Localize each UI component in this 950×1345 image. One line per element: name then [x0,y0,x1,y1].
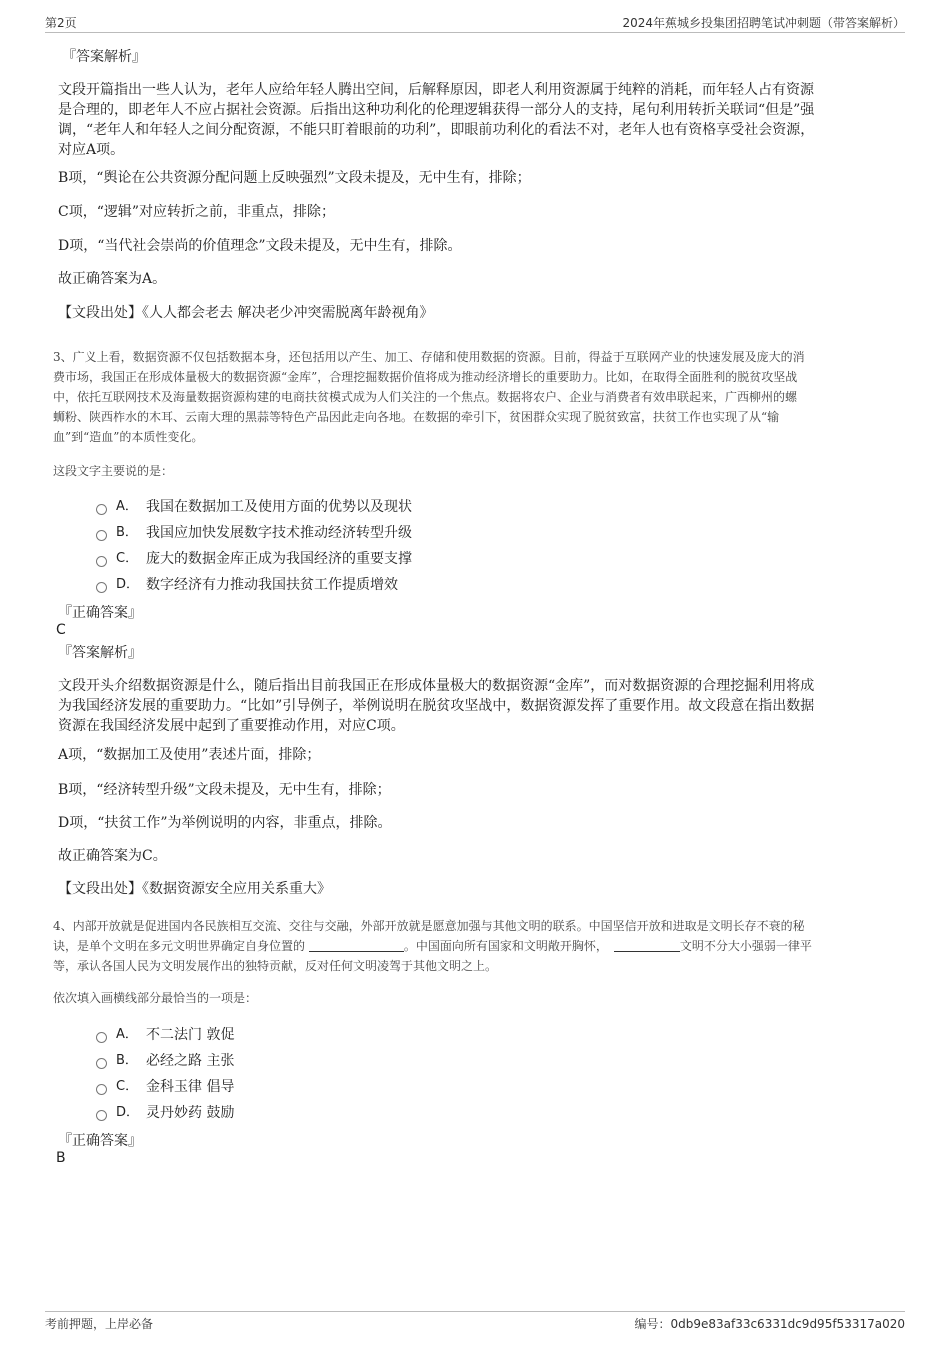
fill-blank-1[interactable] [309,937,404,952]
radio-button-icon[interactable] [96,504,107,515]
radio-button-icon[interactable] [96,1032,107,1043]
radio-button-icon[interactable] [96,1084,107,1095]
q3-option-a[interactable]: A． 我国在数据加工及使用方面的优势以及现状 [96,497,412,517]
q3-source: 【文段出处】《数据资源安全应用关系重大》 [58,881,331,897]
q3-analysis-label: 『答案解析』 [58,645,142,661]
radio-button-icon[interactable] [96,530,107,541]
q2-analysis-label: 『答案解析』 [62,49,146,65]
q4-answer: B [56,1150,66,1166]
q4-stem-line: 4、内部开放就是促进国内各民族相互交流、交往与交融，外部开放就是愿意加强与其他文明的联系。中国坚信开放和进取是文明长存不衰的秘 [53,919,805,933]
q3-answer: C [56,622,66,638]
q3-stem-line: 蛳粉、陕西柞水的木耳、云南大理的黑蒜等特色产品因此走向各地。在数据的牵引下，贫困群众实现了脱贫致富，扶贫工作也实现了从“输 [53,410,780,424]
q3-option-c[interactable]: C． 庞大的数据金库正成为我国经济的重要支撑 [96,549,412,569]
q2-analysis-line: 调，“老年人和年轻人之间分配资源，不能只盯着眼前的功利”，即眼前功利化的看法不对，老年人也有资格享受社会资源， [58,122,815,138]
q3-analysis-text [58,676,814,736]
q3-stem-line: 血”到“造血”的本质性变化。 [53,430,204,444]
header-divider [45,32,905,33]
q4-question: 依次填入画横线部分最恰当的一项是： [53,991,258,1005]
document-id: 编号：0db9e83af33c6331dc9d95f53317a020 [634,1317,905,1331]
q3-analysis-line: 资源在我国经济发展中起到了重要推动作用，对应C项。 [58,718,405,734]
q3-answer-label: 『正确答案』 [58,605,142,621]
footer-divider [45,1311,905,1312]
q2-option-d-analysis: D项，“当代社会崇尚的价值理念”文段未提及，无中生有，排除。 [58,238,462,254]
q2-option-b-analysis: B项，“舆论在公共资源分配问题上反映强烈”文段未提及，无中生有，排除； [58,170,531,186]
radio-button-icon[interactable] [96,582,107,593]
q3-option-a-analysis: A项，“数据加工及使用”表述片面，排除； [58,747,321,763]
q4-option-c[interactable]: C． 金科玉律 倡导 [96,1077,234,1097]
document-title: 2024年蕉城乡投集团招聘笔试冲刺题（带答案解析） [622,16,905,30]
q3-option-d-analysis: D项，“扶贫工作”为举例说明的内容，非重点，排除。 [58,815,392,831]
q4-stem-line: 诀，是单个文明在多元文明世界确定自身位置的 。中国面向所有国家和文明敞开胸怀， 文明不分大小强弱一律平 [53,939,812,953]
q3-stem-line: 3、广义上看，数据资源不仅包括数据本身，还包括用以产生、加工、存储和使用数据的资源。目前，得益于互联网产业的快速发展及庞大的消 [53,350,805,364]
q3-option-b[interactable]: B． 我国应加快发展数字技术推动经济转型升级 [96,523,412,543]
q2-analysis-text [58,80,814,160]
q2-analysis-line: 对应A项。 [58,142,125,158]
q3-question: 这段文字主要说的是： [53,464,174,478]
q3-stem [53,347,805,447]
q4-stem-line: 等，承认各国人民为文明发展作出的独特贡献，反对任何文明凌驾于其他文明之上。 [53,959,498,973]
q3-conclusion: 故正确答案为C。 [58,848,167,864]
radio-button-icon[interactable] [96,1058,107,1069]
q4-stem [53,916,812,976]
page-number: 第2页 [45,16,77,30]
q2-conclusion: 故正确答案为A。 [58,271,167,287]
q2-analysis-line: 文段开篇指出一些人认为，老年人应给年轻人腾出空间，后解释原因，即老人利用资源属于纯粹的消耗，而年轻人占有资源 [58,82,814,98]
q3-analysis-line: 文段开头介绍数据资源是什么，随后指出目前我国正在形成体量极大的数据资源“金库”，而对数据资源的合理挖掘利用将成 [58,678,815,694]
q2-analysis-line: 是合理的，即老年人不应占据社会资源。后指出这种功利化的伦理逻辑获得一部分人的支持，尾句利用转折关联词“但是”强 [58,102,815,118]
q3-stem-line: 费市场，我国正在形成体量极大的数据资源“金库”，合理挖掘数据价值将成为推动经济增长的重要助力。比如，在取得全面胜利的脱贫攻坚战 [53,370,798,384]
q4-option-d[interactable]: D． 灵丹妙药 鼓励 [96,1103,234,1123]
q3-stem-line: 中，依托互联网技术及海量数据资源构建的电商扶贫模式成为人们关注的一个焦点。数据将农户、企业与消费者有效串联起来，广西柳州的螺 [53,390,798,404]
q3-option-d[interactable]: D． 数字经济有力推动我国扶贫工作提质增效 [96,575,398,595]
radio-button-icon[interactable] [96,556,107,567]
q3-option-b-analysis: B项，“经济转型升级”文段未提及，无中生有，排除； [58,782,391,798]
q4-option-b[interactable]: B． 必经之路 主张 [96,1051,234,1071]
radio-button-icon[interactable] [96,1110,107,1121]
q2-source: 【文段出处】《人人都会老去 解决老少冲突需脱离年龄视角》 [58,305,434,321]
q2-option-c-analysis: C项，“逻辑”对应转折之前，非重点，排除； [58,204,336,220]
q4-option-a[interactable]: A． 不二法门 敦促 [96,1025,234,1045]
fill-blank-2[interactable] [614,937,680,952]
footer-slogan: 考前押题，上岸必备 [45,1317,154,1331]
q4-answer-label: 『正确答案』 [58,1133,142,1149]
q3-analysis-line: 为我国经济发展的重要助力。“比如”引导例子，举例说明在脱贫攻坚战中，数据资源发挥了重要作用。故文段意在指出数据 [58,698,815,714]
